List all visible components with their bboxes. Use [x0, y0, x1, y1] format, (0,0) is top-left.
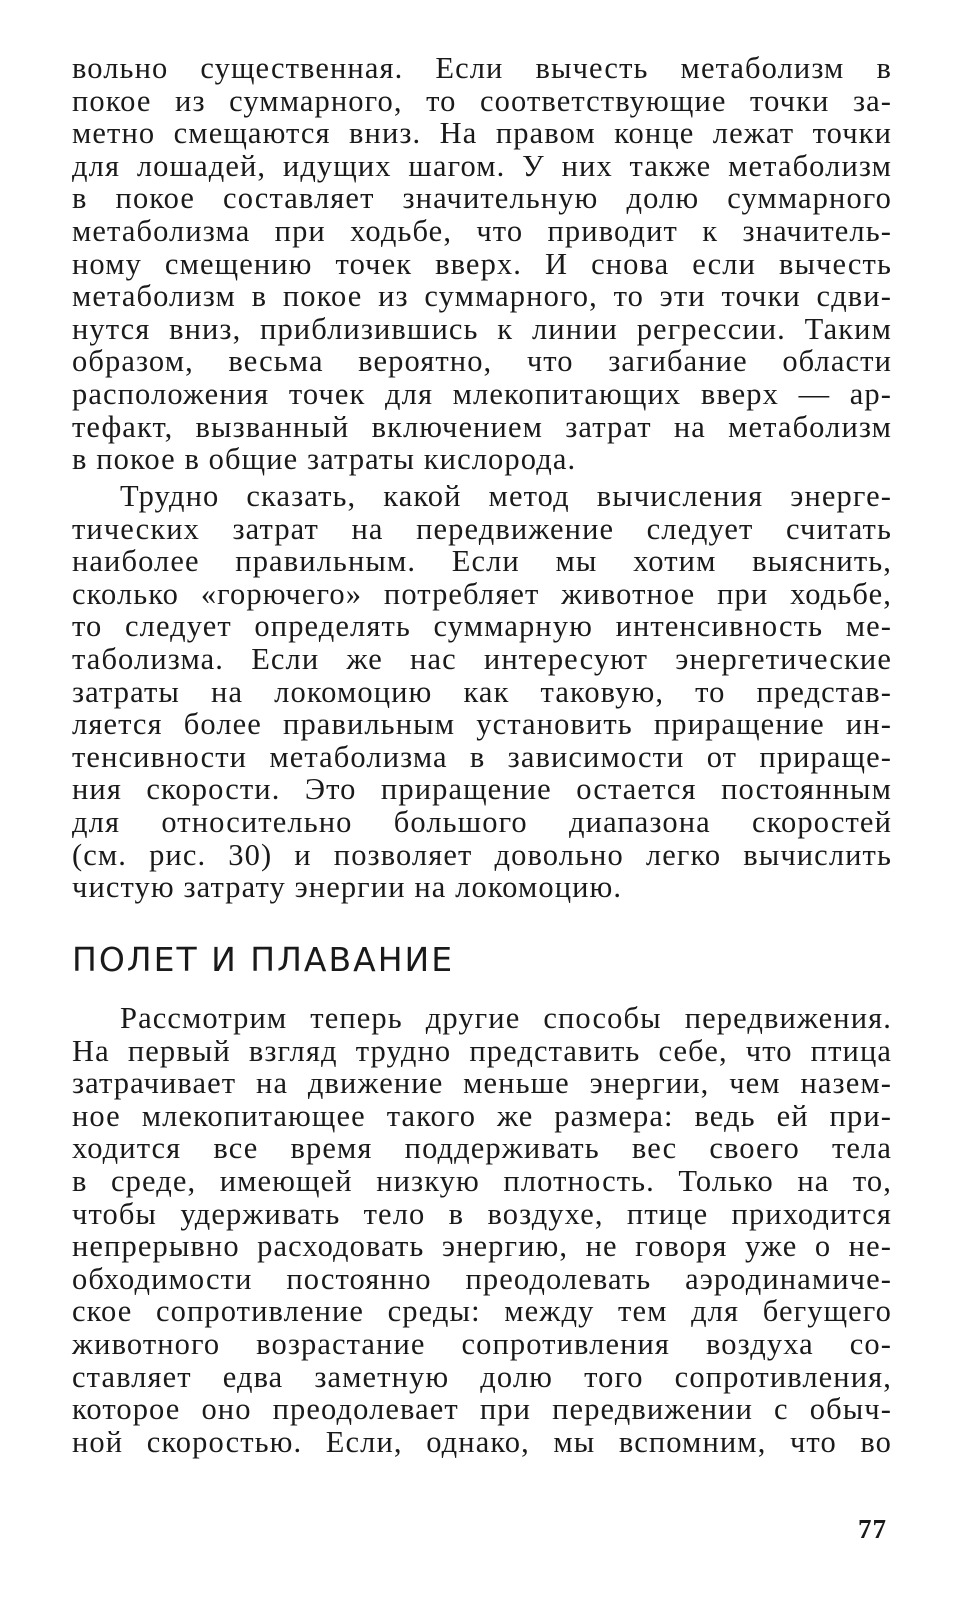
text-line: тефакт, вызванный включением затрат на метаболизм	[72, 409, 892, 444]
text-line: Трудно сказать, какой метод вычисления энерге-	[120, 479, 892, 513]
text-line: нутся вниз, приблизившись к линии регрессии. Таким	[72, 311, 892, 346]
text-line: покое из суммарного, то соответствующие точки за-	[72, 83, 892, 118]
text-line: в среде, имеющей низкую плотность. Только на то,	[72, 1163, 892, 1198]
text-line: непрерывно расходовать энергию, не говоря уже о не-	[72, 1229, 892, 1264]
text-line: Рассмотрим теперь другие способы передвижения.	[120, 1001, 892, 1035]
text-line: для лошадей, идущих шагом. У них также метаболизм	[72, 148, 892, 183]
text-line: животного возрастание сопротивления воздуха со-	[72, 1326, 892, 1361]
text-line: затраты на локомоцию как таковую, то представ-	[72, 674, 892, 709]
text-line: ному смещению точек вверх. И снова если вычесть	[72, 246, 892, 281]
text-line: в покое в общие затраты кислорода.	[72, 442, 577, 477]
section-heading: ПОЛЕТ И ПЛАВАНИЕ	[72, 940, 455, 979]
text-line: тенсивности метаболизма в зависимости от прираще-	[72, 739, 892, 774]
text-line: таболизма. Если же нас интересуют энергетические	[72, 641, 892, 676]
text-line: На первый взгляд трудно представить себе, что птица	[72, 1033, 892, 1068]
text-line: метно смещаются вниз. На правом конце лежат точки	[72, 116, 892, 151]
text-line: для относительно большого диапазона скоростей	[72, 804, 892, 839]
text-line: ной скоростью. Если, однако, мы вспомним, что во	[72, 1424, 892, 1459]
text-line: наиболее правильным. Если мы хотим выяснить,	[72, 544, 892, 579]
text-line: ставляет едва заметную долю того сопротивления,	[72, 1359, 892, 1394]
text-line: ное млекопитающее такого же размера: ведь ей при-	[72, 1098, 892, 1133]
paragraph-2	[72, 480, 892, 904]
text-line: чтобы удерживать тело в воздухе, птице приходится	[72, 1196, 892, 1231]
text-line: ходится все время поддерживать вес своего тела	[72, 1131, 892, 1166]
text-line: которое оно преодолевает при передвижении с обыч-	[72, 1392, 892, 1427]
text-line: ния скорости. Это приращение остается постоянным	[72, 772, 892, 807]
paragraph-1	[72, 52, 892, 476]
text-line: вольно существенная. Если вычесть метаболизм в	[72, 51, 892, 85]
text-line: ское сопротивление среды: между тем для бегущего	[72, 1294, 892, 1329]
page-number: 77	[858, 1514, 887, 1544]
paragraph-3	[72, 1002, 892, 1458]
text-line: затрачивает на движение меньше энергии, чем назем-	[72, 1066, 892, 1101]
text-line: метаболизм в покое из суммарного, то эти точки сдви-	[72, 279, 892, 314]
text-line: (см. рис. 30) и позволяет довольно легко вычислить	[72, 837, 892, 872]
text-line: обходимости постоянно преодолевать аэродинамиче-	[72, 1261, 892, 1296]
text-line: ляется более правильным установить приращение ин-	[72, 707, 892, 742]
text-line: тических затрат на передвижение следует считать	[72, 511, 892, 546]
text-line: в покое составляет значительную долю суммарного	[72, 181, 892, 216]
text-line: расположения точек для млекопитающих вверх — ар-	[72, 376, 892, 411]
text-line: метаболизма при ходьбе, что приводит к значитель-	[72, 213, 892, 248]
text-line: сколько «горючего» потребляет животное при ходьбе,	[72, 576, 892, 611]
text-line: образом, весьма вероятно, что загибание области	[72, 344, 892, 379]
text-line: то следует определять суммарную интенсивность ме-	[72, 609, 892, 644]
text-line: чистую затрату энергии на локомоцию.	[72, 870, 623, 905]
